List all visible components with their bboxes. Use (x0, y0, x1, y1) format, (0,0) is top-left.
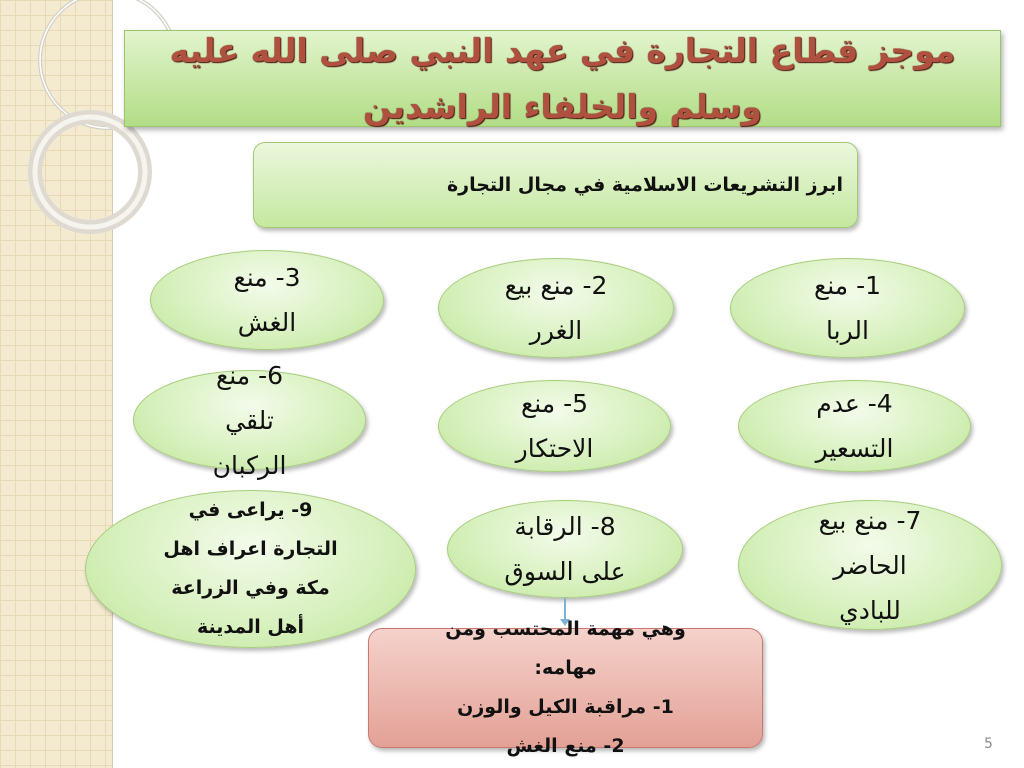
item-ellipse-5 (438, 380, 671, 472)
item-ellipse-2 (438, 258, 674, 358)
item-ellipse-9 (85, 490, 416, 648)
decorative-ring-thick-highlight (35, 117, 145, 227)
item-line: مكة وفي الزراعة (171, 577, 330, 599)
item-line: تلقي (225, 405, 274, 435)
item-ellipse-4 (738, 380, 971, 472)
title-box (124, 30, 1001, 127)
subtitle-text: ابرز التشريعات الاسلامية في مجال التجارة (446, 174, 843, 196)
item-ellipse-8 (447, 500, 683, 598)
note-line: مهامه: (534, 657, 597, 679)
item-line: الغش (237, 308, 297, 337)
note-line: 1- مراقبة الكيل والوزن (457, 696, 674, 718)
item-line: الغرر (529, 316, 583, 345)
item-line: 2- منع بيع (504, 271, 608, 300)
item-line: على السوق (504, 557, 626, 586)
item-line: 5- منع (520, 389, 589, 418)
item-ellipse-3 (150, 250, 384, 350)
item-line: أهل المدينة (196, 616, 305, 638)
item-line: للبادي (839, 595, 901, 625)
title-line-2: وسلم والخلفاء الراشدين (363, 86, 762, 126)
note-box (368, 618, 763, 757)
item-line: الربا (826, 316, 869, 345)
item-line: 1- منع (813, 271, 882, 300)
item-line: 4- عدم (816, 389, 893, 418)
subtitle-box (253, 142, 858, 228)
item-line: الركبان (212, 450, 287, 480)
item-ellipse-1 (730, 258, 965, 358)
note-line: 2- منع الغش (506, 735, 625, 757)
item-line: التجارة اعراف اهل (163, 538, 338, 560)
item-line: 6- منع (215, 360, 284, 390)
item-line: التسعير (815, 434, 894, 463)
note-line: وهي مهمة المحتسب ومن (445, 618, 686, 640)
item-line: 7- منع بيع (818, 505, 922, 535)
item-line: 9- يراعى في (188, 499, 313, 521)
item-ellipse-6 (133, 360, 366, 480)
item-line: 8- الرقابة (514, 512, 616, 541)
item-line: 3- منع (233, 263, 301, 292)
item-ellipse-7 (738, 500, 1002, 630)
item-line: الاحتكار (515, 434, 594, 463)
item-line: الحاضر (833, 550, 907, 580)
title-line-1: موجز قطاع التجارة في عهد النبي صلى الله عليه (169, 30, 956, 70)
page-number: 5 (984, 736, 993, 752)
